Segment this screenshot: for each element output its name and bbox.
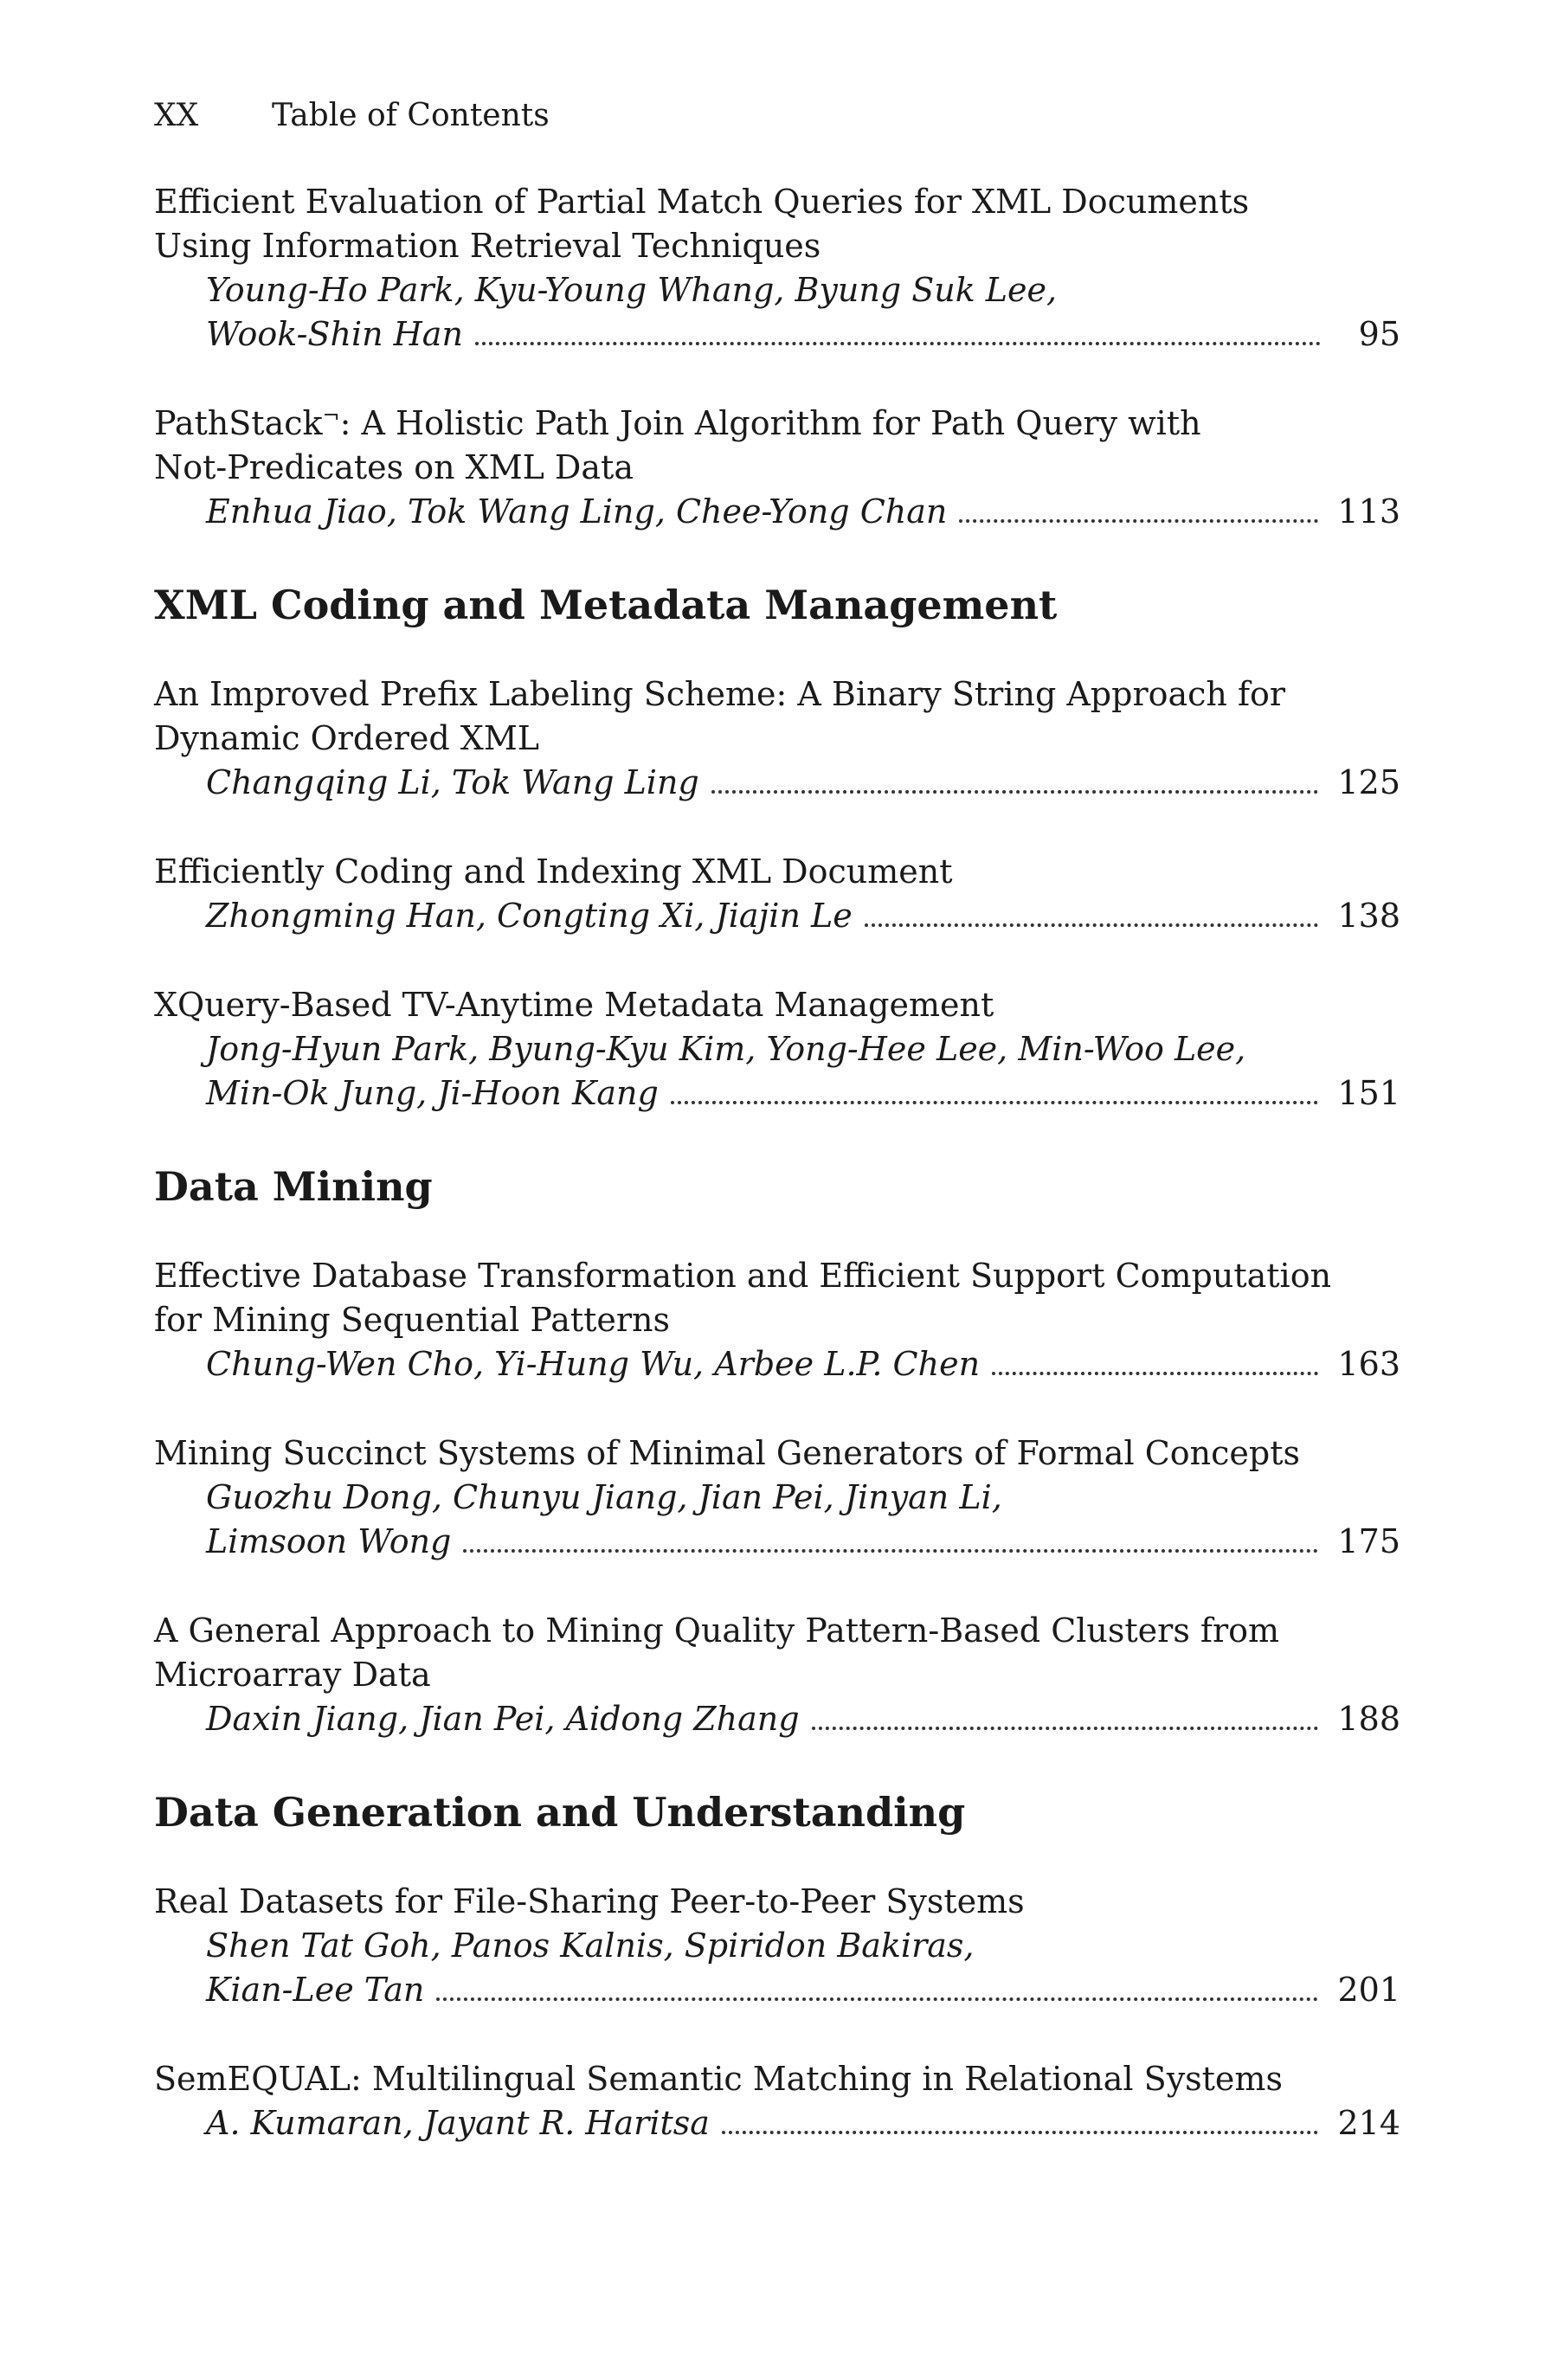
entry-title-line: SemEQUAL: Multilingual Semantic Matching in Relational Systems — [154, 2060, 1283, 2098]
entry-authors: Zhongming Han, Congting Xi, Jiajin Le — [206, 897, 853, 935]
toc-entry — [154, 672, 1400, 805]
entry-title-line: Efficient Evaluation of Partial Match Queries for XML Documents — [154, 183, 1250, 221]
entry-authors: Guozhu Dong, Chunyu Jiang, Jian Pei, Jinyan Li, — [206, 1478, 1002, 1516]
entry-authors: Kian-Lee Tan — [206, 1971, 425, 2009]
entry-authors: Enhua Jiao, Tok Wang Ling, Chee-Yong Chan — [206, 492, 948, 531]
toc-page — [154, 95, 1400, 2190]
dot-leader — [671, 1101, 1319, 1104]
entry-authors-line — [154, 761, 1400, 805]
entry-authors: Changqing Li, Tok Wang Ling — [206, 763, 699, 801]
entry-title-line: Efficiently Coding and Indexing XML Document — [154, 852, 953, 891]
page-number: 95 — [1358, 315, 1400, 353]
toc-entry — [154, 2057, 1400, 2145]
entry-authors: Chung-Wen Cho, Yi-Hung Wu, Arbee L.P. Chen — [206, 1345, 981, 1383]
entry-title-line: for Mining Sequential Patterns — [154, 1301, 671, 1339]
entry-title-line: Effective Database Transformation and Efficient Support Computation — [154, 1257, 1332, 1295]
toc-list — [154, 180, 1400, 2145]
entry-title-line: Microarray Data — [154, 1656, 431, 1694]
entry-authors: Limsoon Wong — [206, 1522, 452, 1560]
dot-leader — [722, 2131, 1319, 2134]
page-number: 151 — [1337, 1074, 1400, 1112]
entry-authors: Wook-Shin Han — [206, 315, 463, 353]
section-heading: Data Generation and Understanding — [154, 1789, 966, 1836]
section-heading: Data Mining — [154, 1163, 433, 1210]
toc-entry — [154, 1254, 1400, 1386]
running-title: Table of Contents — [272, 98, 550, 133]
entry-title-line: XQuery-Based TV-Anytime Metadata Management — [154, 986, 994, 1024]
page-number: 138 — [1337, 897, 1400, 935]
dot-leader — [812, 1727, 1319, 1730]
toc-entry — [154, 1880, 1400, 2012]
entry-title-line: Real Datasets for File-Sharing Peer-to-Peer Systems — [154, 1882, 1025, 1920]
page-number: 201 — [1337, 1971, 1400, 2009]
entry-authors-line — [154, 1071, 1400, 1116]
section-heading: XML Coding and Metadata Management — [154, 582, 1058, 628]
entry-authors-line — [154, 1520, 1400, 1564]
entry-authors-line — [154, 894, 1400, 938]
entry-authors-line — [154, 1697, 1400, 1741]
dot-leader — [463, 1549, 1318, 1553]
page-number: 175 — [1337, 1522, 1400, 1560]
entry-title-line: A General Approach to Mining Quality Pattern-Based Clusters from — [154, 1611, 1280, 1650]
page-number: 214 — [1337, 2104, 1400, 2142]
entry-title-line: An Improved Prefix Labeling Scheme: A Binary String Approach for — [154, 675, 1286, 713]
entry-title-line: Not-Predicates on XML Data — [154, 448, 634, 486]
entry-authors: Min-Ok Jung, Ji-Hoon Kang — [206, 1074, 659, 1112]
page-folio: XX — [154, 98, 199, 133]
dot-leader — [436, 1997, 1318, 2001]
page-number: 188 — [1337, 1700, 1400, 1738]
entry-authors-line — [154, 2101, 1400, 2145]
dot-leader — [475, 342, 1321, 345]
toc-entry — [154, 1609, 1400, 1741]
toc-entry — [154, 983, 1400, 1116]
entry-authors-line — [154, 1342, 1400, 1386]
entry-authors: A. Kumaran, Jayant R. Haritsa — [206, 2104, 710, 2142]
entry-title-line: Using Information Retrieval Techniques — [154, 227, 821, 265]
toc-entry — [154, 402, 1400, 534]
entry-authors-line — [154, 490, 1400, 534]
toc-entry — [154, 850, 1400, 938]
dot-leader — [865, 923, 1319, 927]
entry-authors: Jong-Hyun Park, Byung-Kyu Kim, Yong-Hee Lee, Min-Woo Lee, — [206, 1030, 1246, 1068]
entry-authors-line — [154, 312, 1400, 357]
page-number: 125 — [1337, 763, 1400, 801]
dot-leader — [959, 519, 1318, 523]
entry-title-line: PathStack¬: A Holistic Path Join Algorithm for Path Query with — [154, 403, 1201, 442]
page-number: 163 — [1337, 1345, 1400, 1383]
entry-authors-line — [154, 1968, 1400, 2012]
running-head — [154, 95, 1400, 137]
entry-title-line: Mining Succinct Systems of Minimal Generators of Formal Concepts — [154, 1434, 1300, 1472]
dot-leader — [992, 1372, 1318, 1375]
entry-title-line: Dynamic Ordered XML — [154, 719, 539, 757]
entry-authors: Shen Tat Goh, Panos Kalnis, Spiridon Bakiras, — [206, 1927, 975, 1965]
entry-authors: Young-Ho Park, Kyu-Young Whang, Byung Suk Lee, — [206, 271, 1058, 309]
toc-entry — [154, 1431, 1400, 1564]
dot-leader — [711, 790, 1319, 794]
toc-entry — [154, 180, 1400, 357]
entry-authors: Daxin Jiang, Jian Pei, Aidong Zhang — [206, 1700, 800, 1738]
page-number: 113 — [1337, 492, 1400, 531]
